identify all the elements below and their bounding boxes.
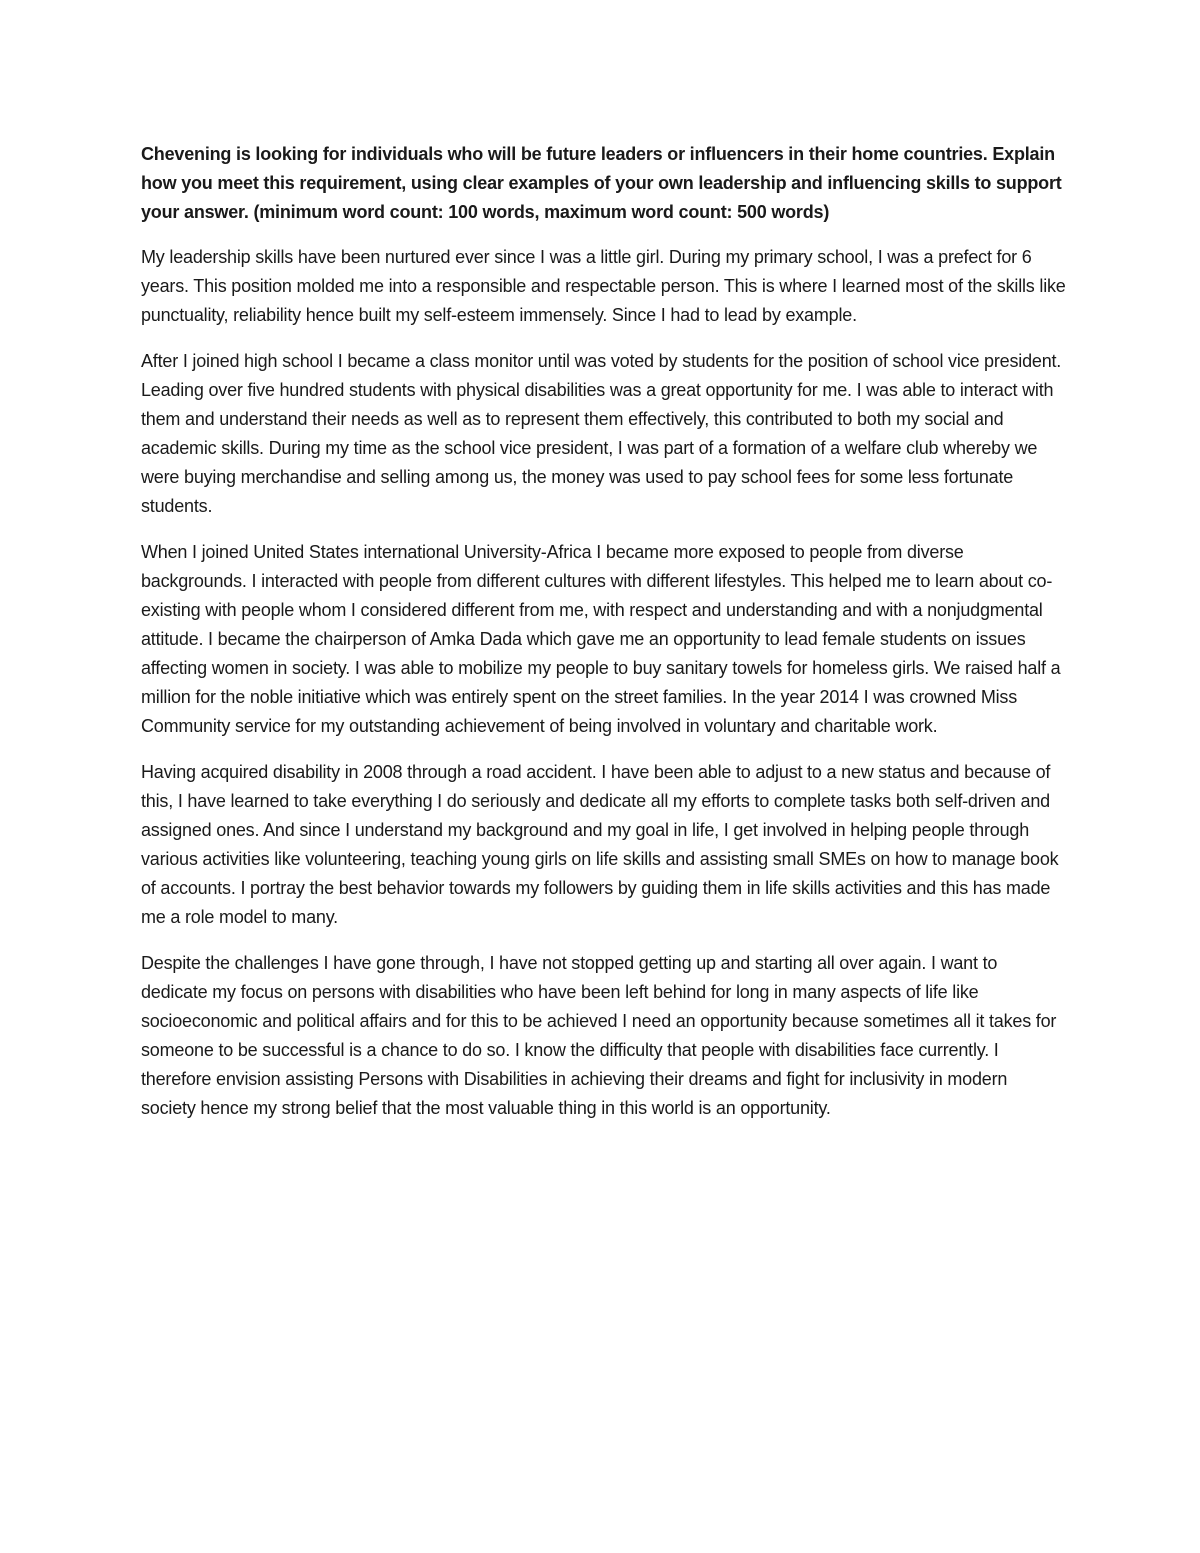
paragraph-2: After I joined high school I became a class monitor until was voted by students for the position of school vice president. Leading over five hundred students with physical disabilities was a great opportunity for me. I was able to interact with them and understand their needs as well as to represent them effectively, this contributed to both my social and academic skills. During my time as the school vice president, I was part of a formation of a welfare club whereby we were buying merchandise and selling among us, the money was used to pay school fees for some less fortunate students. [141, 351, 1062, 516]
paragraph-1: My leadership skills have been nurtured ever since I was a little girl. During my primary school, I was a prefect for 6 years. This position molded me into a responsible and respectable person. This is where I learned most of the skills like punctuality, reliability hence built my self-esteem immensely. Since I had to lead by example. [141, 247, 1066, 325]
paragraph-5: Despite the challenges I have gone through, I have not stopped getting up and starting all over again. I want to dedicate my focus on persons with disabilities who have been left behind for long in many aspects of life like socioeconomic and political affairs and for this to be achieved I need an opportunity because sometimes all it takes for someone to be successful is a chance to do so. I know the difficulty that people with disabilities face currently. I therefore envision assisting Persons with Disabilities in achieving their dreams and fight for inclusivity in modern society hence my strong belief that the most valuable thing in this world is an opportunity. [141, 953, 1057, 1118]
document-body [141, 140, 1066, 1140]
paragraph-3: When I joined United States international University-Africa I became more exposed to people from diverse backgrounds. I interacted with people from different cultures with different lifestyles. This helped me to learn about co-existing with people whom I considered different from me, with respect and understanding and with a nonjudgmental attitude. I became the chairperson of Amka Dada which gave me an opportunity to lead female students on issues affecting women in society. I was able to mobilize my people to buy sanitary towels for homeless girls. We raised half a million for the noble initiative which was entirely spent on the street families. In the year 2014 I was crowned Miss Community service for my outstanding achievement of being involved in voluntary and charitable work. [141, 542, 1061, 736]
paragraph-4: Having acquired disability in 2008 through a road accident. I have been able to adjust to a new status and because of this, I have learned to take everything I do seriously and dedicate all my efforts to complete tasks both self-driven and assigned ones. And since I understand my background and my goal in life, I get involved in helping people through various activities like volunteering, teaching young girls on life skills and assisting small SMEs on how to manage book of accounts. I portray the best behavior towards my followers by guiding them in life skills activities and this has made me a role model to many. [141, 762, 1059, 927]
essay-question: Chevening is looking for individuals who will be future leaders or influencers in their home countries. Explain how you meet this requirement, using clear examples of your own leadership and influencing skills to support your answer. (minimum word count: 100 words, maximum word count: 500 words) [141, 144, 1062, 222]
